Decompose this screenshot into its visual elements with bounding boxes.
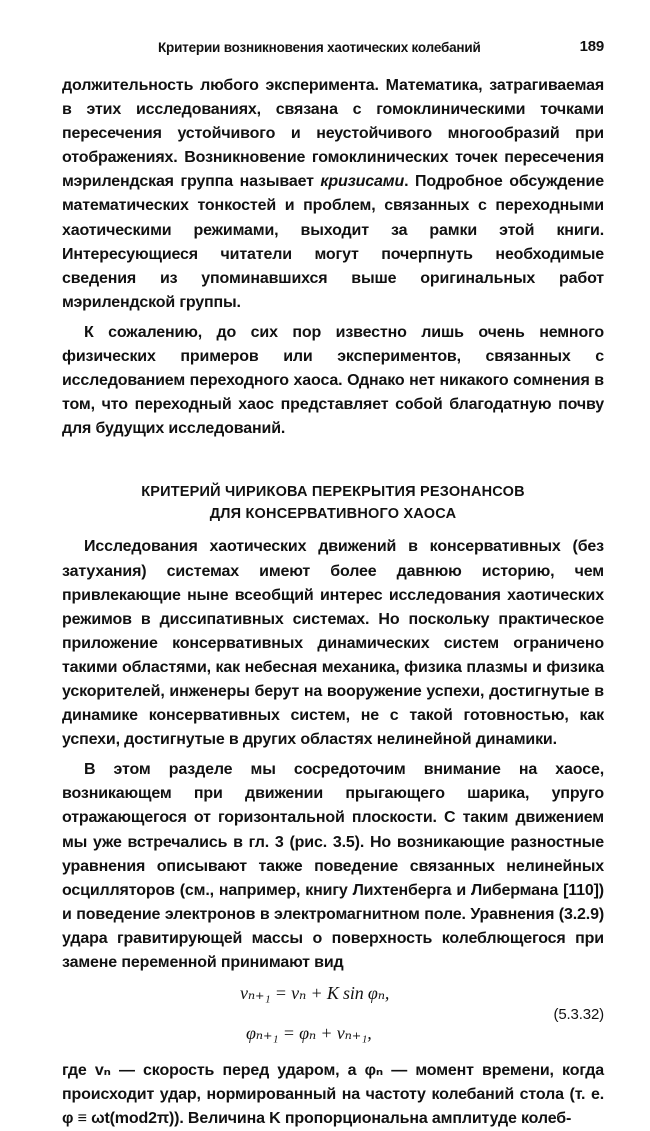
paragraph-3: Исследования хаотических движений в консервативных (без затухания) системах имеют более давнюю историю, чем привлекающие ныне всеобщий интерес исследования хаотических режимов в диссипативных системах. Но поскольку практическое приложение консервативных динамических систем ограничено такими областями, как небесная механика, физика плазмы и физика ускорителей, инженеры берут на вооружение успехи, достигнутые в динамике консервативных систем, не с такой готовностью, как успехи, достигнутые в других областях нелинейной динамики.: [62, 538, 604, 749]
equation-line-1: vₙ₊₁ = vₙ + K sin φₙ,: [240, 983, 390, 1004]
paragraph-1-text: должительность любого эксперимента. Математика, затрагиваемая в этих исследованиях, связана с гомоклиническими точками пересечения устойчивого и неустойчивого многообразий при отображениях. Возникновение гомоклинических точек пересечения мэрилендская группа называет: [62, 77, 604, 191]
running-title: Критерии возникновения хаотических колебаний: [158, 40, 481, 55]
section-title-line-2: ДЛЯ КОНСЕРВАТИВНОГО ХАОСА: [209, 506, 457, 523]
equation-number: (5.3.32): [553, 1006, 604, 1024]
paragraph-5: где vₙ — скорость перед ударом, а φₙ — момент времени, когда происходит удар, нормированный на частоту колебаний стола (т. е. φ ≡ ωt(mod2π)). Величина K пропорциональна амплитуде колеб-: [62, 1062, 604, 1128]
page-body: [62, 74, 604, 1131]
section-title-line-1: КРИТЕРИЙ ЧИРИКОВА ПЕРЕКРЫТИЯ РЕЗОНАНСОВ: [141, 484, 525, 501]
paragraph-2: К сожалению, до сих пор известно лишь очень немного физических примеров или экспериментов, связанных с исследованием переходного хаоса. Однако нет никакого сомнения в том, что переходный хаос представляет собой благодатную почву для будущих исследований.: [62, 323, 604, 438]
equation-line-2: φₙ₊₁ = φₙ + vₙ₊₁,: [246, 1023, 372, 1044]
paragraph-1: [62, 74, 604, 315]
page-number: 189: [579, 38, 604, 55]
equation-5-3-32: [62, 979, 604, 1055]
paragraph-1-tail: . Подробное обсуждение математических тонкостей и проблем, связанных с переходными хаотическими режимами, выходит за рамки этой книги. Интересующиеся читатели могут почерпнуть необходимые сведения из упоминавшихся выше оригинальных работ мэрилендской группы.: [62, 173, 604, 311]
crises-term: кризисами: [320, 173, 405, 191]
paragraph-4: В этом разделе мы сосредоточим внимание на хаосе, возникающем при движении прыгающего шарика, упруго отражающегося от горизонтальной плоскости. С таким движением мы уже встречались в гл. 3 (рис. 3.5). Но возникающие разностные уравнения описывают также поведение связанных нелинейных осцилляторов (см., например, книгу Лихтенберга и Либермана [110]) и поведение электронов в электромагнитном поле. Уравнения (3.2.9) удара гравитирующей массы о поверхность колеблющегося при замене переменной принимают вид: [62, 761, 604, 971]
section-title: [62, 481, 604, 525]
